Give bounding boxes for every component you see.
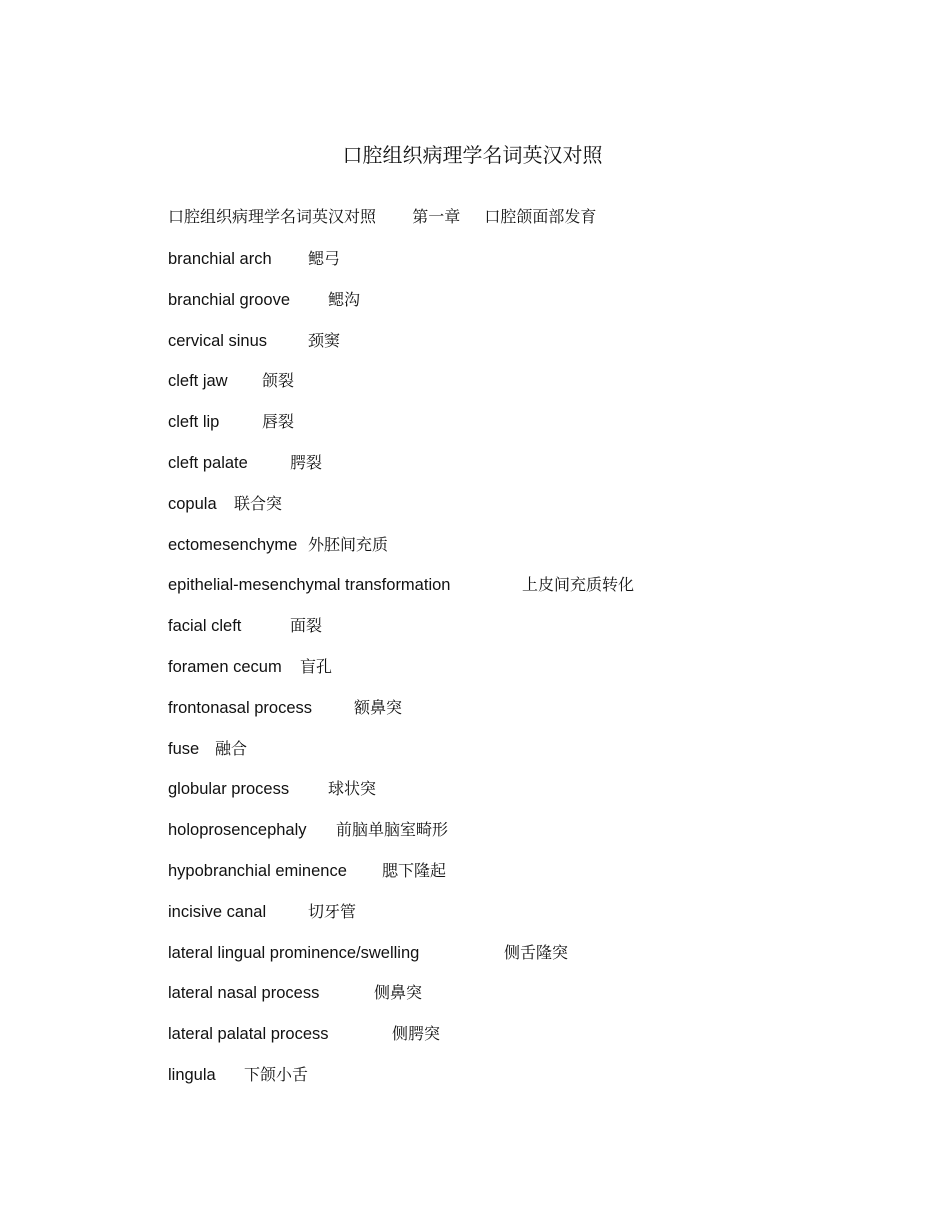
term-chinese: 下颌小舌 bbox=[244, 1065, 309, 1084]
term-english: globular process bbox=[168, 780, 290, 799]
term-chinese: 前脑单脑室畸形 bbox=[336, 820, 449, 840]
term-chinese: 腮下隆起 bbox=[382, 861, 447, 880]
term-chinese: 颌裂 bbox=[262, 371, 295, 391]
page-title: 口腔组织病理学名词英汉对照 bbox=[342, 143, 603, 167]
term-chinese: 鳃弓 bbox=[308, 249, 341, 268]
term-chinese: 联合突 bbox=[234, 493, 283, 513]
term-english: lingula bbox=[168, 1066, 216, 1084]
term-chinese: 盲孔 bbox=[300, 657, 333, 676]
term-english: lateral nasal process bbox=[168, 984, 320, 1003]
chapter-heading bbox=[168, 205, 596, 229]
term-english: foramen cecum bbox=[168, 658, 282, 676]
chapter-number: 第一章 bbox=[412, 207, 461, 226]
term-english: copula bbox=[168, 494, 217, 513]
term-chinese: 侧鼻突 bbox=[374, 983, 423, 1003]
term-chinese: 上皮间充质转化 bbox=[522, 575, 635, 595]
term-chinese: 外胚间充质 bbox=[308, 534, 389, 554]
term-chinese: 鳃沟 bbox=[328, 289, 361, 309]
term-english: ectomesenchyme bbox=[168, 535, 298, 554]
chapter-name: 口腔颌面部发育 bbox=[484, 207, 597, 226]
term-chinese: 额鼻突 bbox=[354, 697, 403, 717]
term-english: lateral palatal process bbox=[168, 1025, 329, 1044]
term-chinese: 侧舌隆突 bbox=[504, 942, 569, 962]
term-chinese: 面裂 bbox=[290, 616, 323, 636]
term-chinese: 唇裂 bbox=[262, 412, 295, 432]
term-english: branchial groove bbox=[168, 290, 290, 309]
term-chinese: 腭裂 bbox=[290, 453, 323, 472]
term-english: fuse bbox=[168, 739, 200, 758]
term-chinese: 侧腭突 bbox=[392, 1024, 441, 1044]
chapter-heading-glossary-title: 口腔组织病理学名词英汉对照 bbox=[168, 207, 377, 226]
term-english: facial cleft bbox=[168, 617, 242, 636]
term-english: branchial arch bbox=[168, 250, 272, 268]
term-english: cervical sinus bbox=[168, 331, 268, 350]
term-english: holoprosencephaly bbox=[168, 821, 307, 840]
term-english: cleft palate bbox=[168, 454, 248, 472]
term-english: lateral lingual prominence/swelling bbox=[168, 943, 420, 962]
term-chinese: 球状突 bbox=[328, 779, 377, 799]
term-chinese: 颈窦 bbox=[308, 330, 341, 350]
term-english: hypobranchial eminence bbox=[168, 862, 347, 880]
term-chinese: 融合 bbox=[215, 738, 248, 758]
term-english: cleft jaw bbox=[168, 372, 228, 391]
term-chinese: 切牙管 bbox=[308, 901, 357, 921]
term-english: cleft lip bbox=[168, 413, 220, 432]
term-english: frontonasal process bbox=[168, 698, 312, 717]
term-english: incisive canal bbox=[168, 902, 267, 921]
term-english: epithelial-mesenchymal transformation bbox=[168, 576, 451, 595]
